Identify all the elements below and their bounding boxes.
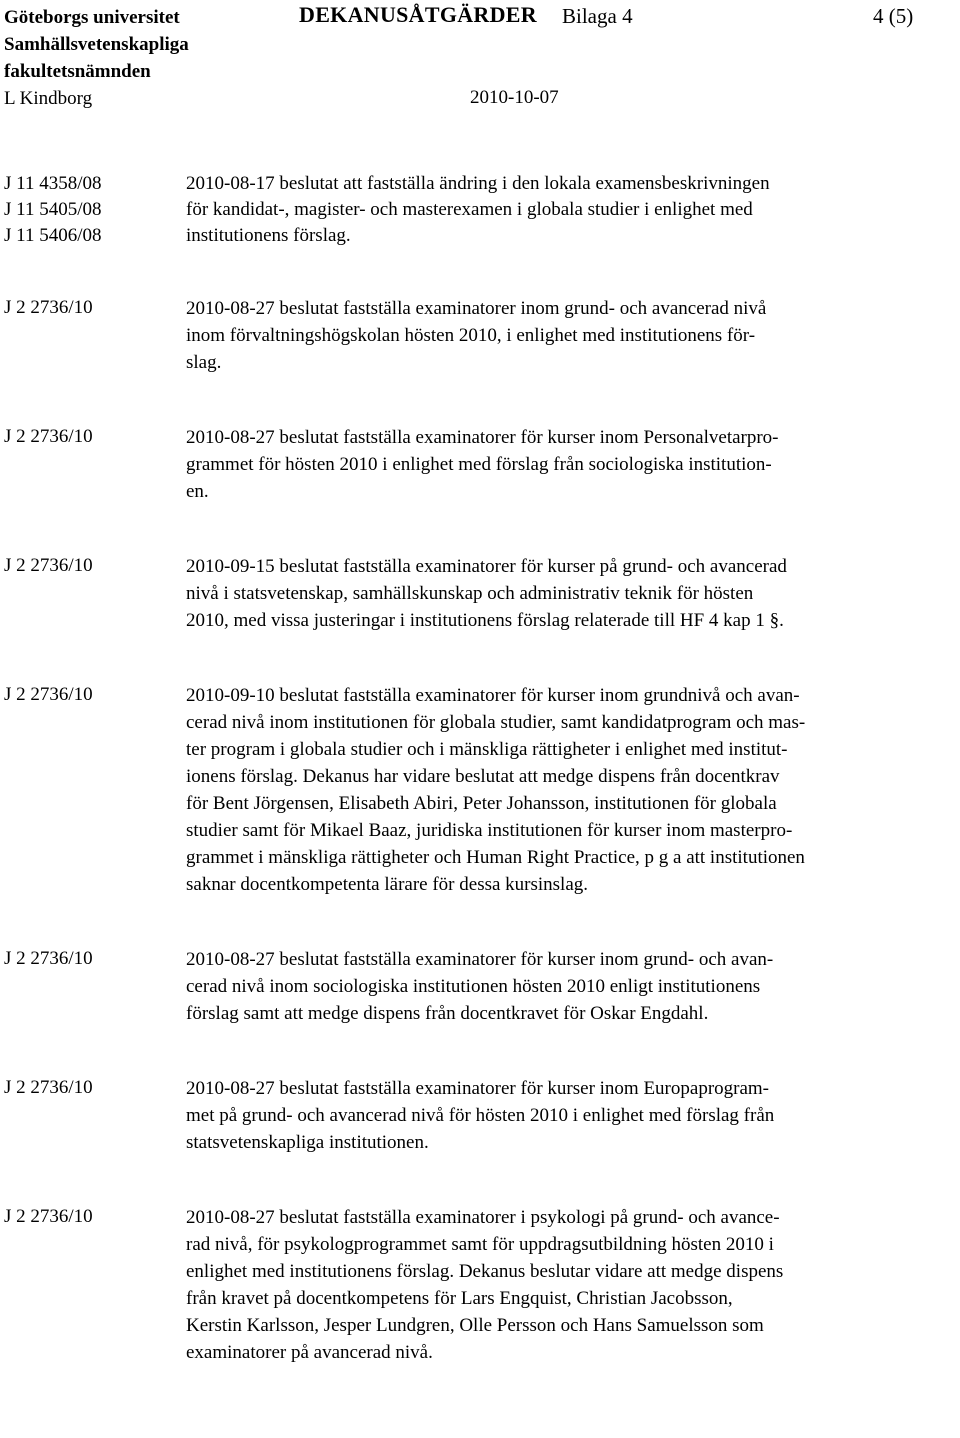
case-number: J 2 2736/10: [4, 555, 93, 576]
text-line: inom förvaltningshögskolan hösten 2010, i enlighet med institutionens för-: [186, 325, 756, 346]
text-line: 2010-09-10 beslutat fastställa examinatorer för kurser inom grundnivå och avan-: [186, 685, 800, 706]
decision-text: [186, 1204, 956, 1366]
page-number: 4 (5): [873, 4, 914, 28]
case-number: J 11 5405/08: [4, 199, 102, 220]
decision-text: [186, 682, 956, 898]
case-number: J 2 2736/10: [4, 684, 93, 705]
text-line: Kerstin Karlsson, Jesper Lundgren, Olle Persson och Hans Samuelsson som: [186, 1315, 764, 1336]
case-number: J 2 2736/10: [4, 1077, 93, 1098]
text-line: ter program i globala studier och i mänskliga rättigheter i enlighet med institut-: [186, 739, 788, 760]
text-line: studier samt för Mikael Baaz, juridiska institutionen för kurser inom masterpro-: [186, 820, 793, 841]
decision-entry: [4, 682, 956, 898]
text-line: nivå i statsvetenskap, samhällskunskap och administrativ teknik för hösten: [186, 583, 754, 604]
decision-entry: [4, 171, 956, 249]
text-line: för kandidat-, magister- och masterexamen i globala studier i enlighet med: [186, 199, 753, 220]
text-line: slag.: [186, 352, 222, 373]
text-line: statsvetenskapliga institutionen.: [186, 1132, 429, 1153]
document-date: 2010-10-07: [470, 87, 559, 108]
case-number: J 2 2736/10: [4, 1206, 93, 1227]
university-name: Göteborgs universitet: [4, 7, 180, 28]
text-line: 2010-08-27 beslutat fastställa examinatorer för kurser inom Personalvetarpro-: [186, 427, 779, 448]
decision-text: [186, 553, 956, 634]
faculty-name-line-2: fakultetsnämnden: [4, 61, 151, 82]
text-line: en.: [186, 481, 209, 502]
author-name: L Kindborg: [4, 88, 93, 109]
decision-entry: [4, 1075, 956, 1156]
text-line: cerad nivå inom sociologiska institutionen hösten 2010 enligt institutionens: [186, 976, 761, 997]
decision-entry: [4, 424, 956, 505]
decision-text: [186, 424, 956, 505]
decision-entry: [4, 1204, 956, 1366]
text-line: 2010-08-27 beslutat fastställa examinatorer för kurser inom Europaprogram-: [186, 1078, 770, 1099]
text-line: grammet för hösten 2010 i enlighet med förslag från sociologiska institution-: [186, 454, 772, 475]
case-number: J 11 4358/08: [4, 173, 102, 194]
text-line: institutionens förslag.: [186, 225, 351, 246]
case-numbers: [4, 295, 174, 321]
text-line: met på grund- och avancerad nivå för hösten 2010 i enlighet med förslag från: [186, 1105, 775, 1126]
case-numbers: [4, 424, 174, 450]
text-line: 2010-08-27 beslutat fastställa examinatorer i psykologi på grund- och avance-: [186, 1207, 780, 1228]
text-line: ionens förslag. Dekanus har vidare beslutat att medge dispens från docentkrav: [186, 766, 780, 787]
decision-entry: [4, 295, 956, 376]
text-line: förslag samt att medge dispens från docentkravet för Oskar Engdahl.: [186, 1003, 709, 1024]
case-number: J 2 2736/10: [4, 948, 93, 969]
text-line: rad nivå, för psykologprogrammet samt för uppdragsutbildning hösten 2010 i: [186, 1234, 774, 1255]
text-line: examinatorer på avancerad nivå.: [186, 1342, 433, 1363]
text-line: för Bent Jörgensen, Elisabeth Abiri, Peter Johansson, institutionen för globala: [186, 793, 777, 814]
case-number: J 2 2736/10: [4, 426, 93, 447]
document-header: [4, 0, 956, 120]
decision-text: [186, 295, 956, 376]
case-numbers: [4, 171, 174, 249]
faculty-name-line-1: Samhällsvetenskapliga: [4, 34, 189, 55]
decision-entry: [4, 946, 956, 1027]
decision-list: [4, 171, 956, 1414]
header-sender: [4, 4, 189, 112]
case-number: J 11 5406/08: [4, 225, 102, 246]
decision-text: [186, 171, 956, 249]
decision-entry: [4, 553, 956, 634]
decision-text: [186, 1075, 956, 1156]
case-numbers: [4, 682, 174, 708]
text-line: 2010-08-27 beslutat fastställa examinatorer för kurser inom grund- och avan-: [186, 949, 774, 970]
text-line: från kravet på docentkompetens för Lars Engquist, Christian Jacobsson,: [186, 1288, 733, 1309]
case-numbers: [4, 553, 174, 579]
text-line: grammet i mänskliga rättigheter och Human Right Practice, p g a att institutionen: [186, 847, 805, 868]
text-line: 2010-09-15 beslutat fastställa examinatorer för kurser på grund- och avancerad: [186, 556, 787, 577]
text-line: 2010-08-17 beslutat att fastställa ändring i den lokala examensbeskrivningen: [186, 173, 770, 194]
text-line: 2010-08-27 beslutat fastställa examinatorer inom grund- och avancerad nivå: [186, 298, 767, 319]
text-line: cerad nivå inom institutionen för globala studier, samt kandidatprogram och mas-: [186, 712, 806, 733]
case-numbers: [4, 1204, 174, 1230]
case-number: J 2 2736/10: [4, 297, 93, 318]
attachment-label: Bilaga 4: [562, 4, 633, 28]
text-line: 2010, med vissa justeringar i institutionens förslag relaterade till HF 4 kap 1 §.: [186, 610, 784, 631]
case-numbers: [4, 946, 174, 972]
text-line: saknar docentkompetenta lärare för dessa kursinslag.: [186, 874, 589, 895]
text-line: enlighet med institutionens förslag. Dekanus beslutar vidare att medge dispens: [186, 1261, 784, 1282]
document-title: DEKANUSÅTGÄRDER: [299, 2, 537, 27]
case-numbers: [4, 1075, 174, 1101]
decision-text: [186, 946, 956, 1027]
